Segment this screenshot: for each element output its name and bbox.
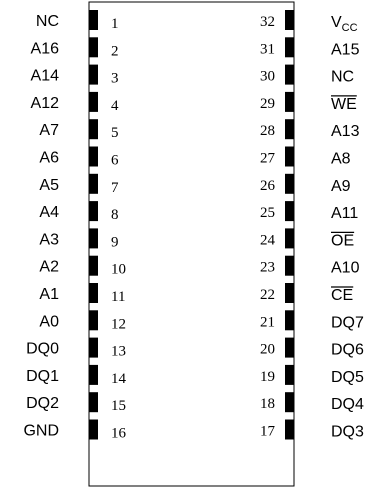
pin-marker-32 — [285, 10, 294, 30]
pin-marker-25 — [285, 201, 294, 221]
pin-number-28: 28 — [260, 123, 275, 140]
pin-number-32: 32 — [260, 14, 275, 30]
pins-layer — [23, 10, 364, 442]
pin-number-29: 29 — [260, 95, 275, 112]
pin-name-16: GND — [23, 422, 59, 440]
pin-marker-3 — [89, 65, 98, 85]
pin-name-23: A10 — [331, 259, 360, 277]
pin-name-6: A6 — [39, 149, 59, 167]
pin-number-4: 4 — [111, 97, 119, 114]
pin-marker-27 — [285, 147, 294, 167]
pin-marker-10 — [89, 256, 98, 276]
pin-number-1: 1 — [111, 16, 119, 32]
pin-number-7: 7 — [111, 179, 119, 196]
pin-name-3: A14 — [30, 67, 59, 85]
pin-marker-30 — [285, 65, 294, 85]
pin-marker-22 — [285, 283, 294, 303]
pin-name-26: A9 — [331, 177, 351, 195]
pin-name-24: OE — [331, 232, 355, 250]
pin-marker-19 — [285, 365, 294, 385]
pin-number-20: 20 — [260, 341, 275, 358]
pin-marker-11 — [89, 283, 98, 303]
pin-number-13: 13 — [111, 343, 126, 360]
pin-name-27: A8 — [331, 150, 351, 168]
pin-name-7: A5 — [39, 176, 59, 194]
pin-name-32 — [331, 14, 358, 34]
pin-number-2: 2 — [111, 43, 119, 60]
pin-marker-26 — [285, 174, 294, 194]
pin-name-5: A7 — [39, 122, 59, 140]
pin-number-19: 19 — [260, 368, 275, 385]
pin-name-31: A15 — [331, 41, 360, 59]
pin-name-12: A0 — [39, 313, 59, 331]
pin-number-6: 6 — [111, 152, 119, 169]
pin-number-8: 8 — [111, 207, 119, 224]
pin-marker-28 — [285, 119, 294, 139]
pin-name-17: DQ3 — [331, 423, 364, 441]
pin-marker-18 — [285, 392, 294, 412]
pin-name-4: A12 — [30, 94, 59, 112]
pin-name-9: A3 — [39, 231, 59, 249]
pin-marker-31 — [285, 37, 294, 57]
pin-marker-6 — [89, 147, 98, 167]
pin-marker-4 — [89, 92, 98, 112]
pin-marker-21 — [285, 310, 294, 330]
pin-number-15: 15 — [111, 398, 126, 415]
pin-number-26: 26 — [260, 177, 275, 194]
pin-name-21: DQ7 — [331, 314, 364, 332]
pin-name-13: DQ0 — [26, 340, 59, 358]
pin-name-29: WE — [331, 95, 357, 113]
pin-number-30: 30 — [260, 68, 275, 85]
pin-name-25: A11 — [331, 205, 359, 223]
pin-number-5: 5 — [111, 125, 119, 142]
pin-number-10: 10 — [111, 261, 126, 278]
pin-number-24: 24 — [260, 232, 275, 249]
pin-name-14: DQ1 — [26, 367, 59, 385]
pin-number-25: 25 — [260, 205, 275, 222]
pin-number-27: 27 — [260, 150, 275, 167]
pin-number-3: 3 — [111, 70, 119, 87]
pin-name-11: A1 — [39, 286, 59, 303]
pin-number-14: 14 — [111, 370, 126, 387]
pin-number-18: 18 — [260, 396, 275, 413]
pin-name-15: DQ2 — [26, 395, 59, 413]
pin-name-20: DQ6 — [331, 341, 364, 359]
pin-name-1: NC — [35, 13, 59, 30]
pin-number-22: 22 — [260, 287, 275, 303]
pin-marker-8 — [89, 201, 98, 221]
pin-number-16: 16 — [111, 425, 126, 442]
pin-marker-5 — [89, 119, 98, 139]
pin-name-30: NC — [331, 68, 355, 86]
pin-name-subscript-32: CC — [341, 22, 358, 34]
pin-name-8: A4 — [39, 204, 59, 222]
pin-number-21: 21 — [260, 314, 275, 331]
pin-number-17: 17 — [260, 423, 275, 440]
pin-marker-29 — [285, 92, 294, 112]
pin-marker-2 — [89, 37, 98, 57]
pin-marker-23 — [285, 256, 294, 276]
pin-marker-13 — [89, 338, 98, 358]
pin-marker-12 — [89, 310, 98, 330]
pin-number-11: 11 — [111, 289, 126, 305]
pin-name-2: A16 — [30, 40, 59, 58]
pin-marker-9 — [89, 228, 98, 248]
pin-name-22: CE — [331, 287, 354, 304]
pin-name-10: A2 — [39, 258, 59, 276]
pin-marker-7 — [89, 174, 98, 194]
pin-number-23: 23 — [260, 259, 275, 276]
pin-name-main-32: V — [331, 14, 342, 31]
pin-marker-15 — [89, 392, 98, 412]
pin-name-18: DQ4 — [331, 396, 364, 414]
pin-marker-17 — [285, 420, 294, 440]
pin-number-12: 12 — [111, 316, 126, 333]
pin-marker-20 — [285, 338, 294, 358]
pin-name-19: DQ5 — [331, 368, 364, 386]
pin-marker-14 — [89, 365, 98, 385]
pin-number-9: 9 — [111, 234, 119, 251]
pin-marker-1 — [89, 10, 98, 30]
pin-marker-16 — [89, 420, 98, 440]
pin-marker-24 — [285, 228, 294, 248]
pin-number-31: 31 — [260, 41, 275, 58]
pin-name-28: A13 — [331, 123, 360, 141]
